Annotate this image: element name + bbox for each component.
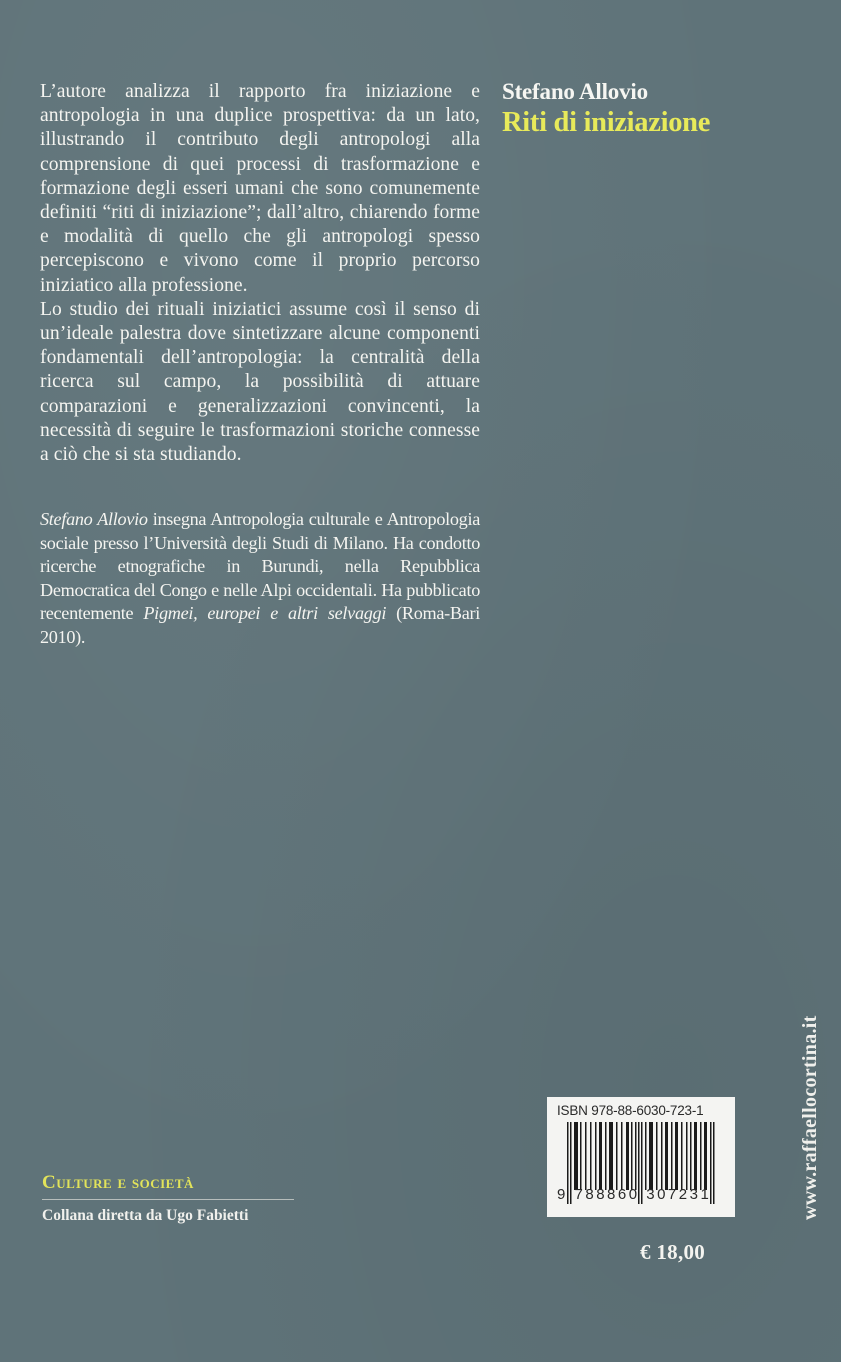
series-divider: [42, 1199, 294, 1200]
title-block: [502, 78, 710, 140]
bio-book-title: Pigmei, europei e altri selvaggi: [143, 603, 387, 624]
back-cover-blurb: [40, 80, 480, 467]
blurb-paragraph-1: L’autore analizza il rapporto fra iniziazione e antropologia in una duplice prospettiva: da un lato, illustrando il contributo degli antropologi alla comprensione di quei processi di trasformazione e formazione degli esseri umani che sono comunemente definiti “riti di iniziazione”; dall’altro, chiarendo forme e modalità di quello che gli antropologi spesso percepiscono e vivono come il proprio percorso iniziatico alla professione.: [40, 81, 480, 296]
blurb-paragraph-2: Lo studio dei rituali iniziatici assume così il senso di un’ideale palestra dove sintetizzare alcune componenti fondamentali dell’antropologia: la centralità della ricerca sul campo, la possibilità di attuare comparazioni e generalizzazioni convincenti, la necessità di seguire le trasformazioni storiche connesse a ciò che si sta studiando.: [40, 298, 480, 466]
series-editor: Collana diretta da Ugo Fabietti: [42, 1207, 249, 1224]
bio-text-part-2: (Roma-Bari 2010).: [40, 603, 480, 647]
isbn-label: ISBN 978-88-6030-723-1: [557, 1103, 704, 1118]
barcode-digits: 9 788860 307231: [557, 1186, 712, 1203]
isbn-barcode: [547, 1097, 735, 1217]
publisher-website: www.raffaellocortina.it: [799, 1015, 821, 1220]
author-bio: [40, 508, 480, 650]
bio-text-part-1: insegna Antropologia culturale e Antropologia sociale presso l’Università degli Studi di Milano. Ha condotto ricerche etnografiche in Burundi, nella Repubblica Democratica del Congo e nelle Alpi occidentali. Ha pubblicato recentemente: [40, 509, 480, 624]
series-block: [42, 1172, 294, 1226]
author-bio-text: [40, 508, 480, 650]
bio-author-name: Stefano Allovio: [40, 509, 148, 529]
price-label: € 18,00: [640, 1240, 706, 1264]
series-name: Culture e società: [42, 1172, 194, 1193]
author-name: Stefano Allovio: [502, 79, 648, 104]
book-title: Riti di iniziazione: [502, 107, 711, 138]
